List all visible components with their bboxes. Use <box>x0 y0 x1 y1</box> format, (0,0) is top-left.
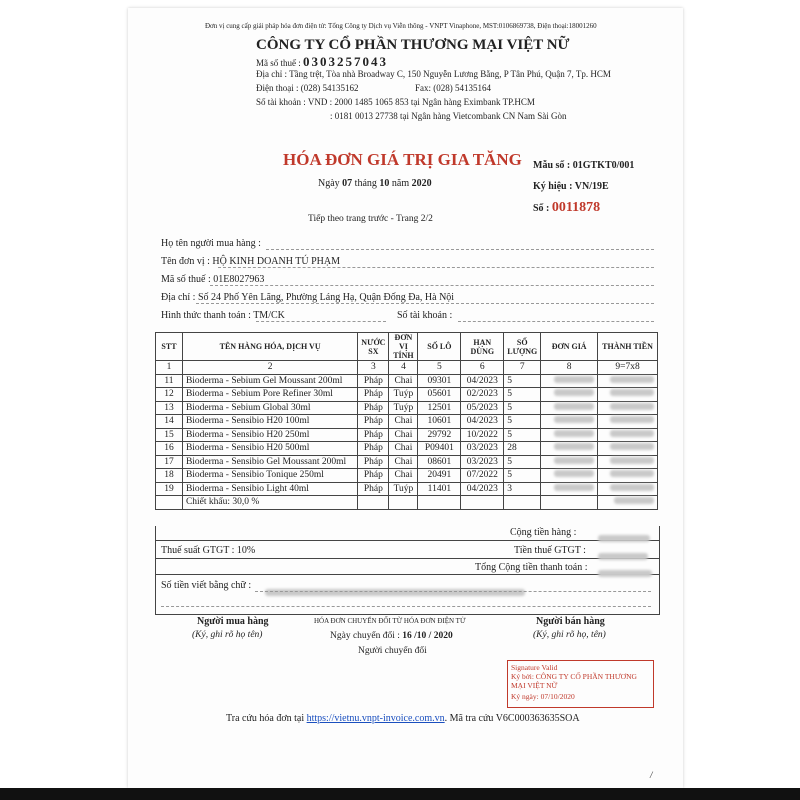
converter-label: Người chuyển đổi <box>358 646 427 656</box>
converted-title: HÓA ĐƠN CHUYỂN ĐỔI TỪ HÓA ĐƠN ĐIỆN TỬ <box>314 617 466 625</box>
cell-name: Bioderma - Sensibio Tonique 250ml <box>182 469 357 483</box>
buyer-sign-title: Người mua hàng <box>197 616 269 627</box>
cell-price-blurred <box>541 455 598 469</box>
buyer-account-label: Số tài khoản : <box>397 310 453 321</box>
cell-price-blurred <box>541 428 598 442</box>
buyer-unit-label: Tên đơn vị : <box>161 256 210 267</box>
seller-account-2: : 0181 0013 27738 tại Ngân hàng Vietcombank CN Nam Sài Gòn <box>330 111 567 121</box>
table-row <box>156 374 658 388</box>
cell-lot: 05601 <box>418 388 461 402</box>
cell-expiry: 10/2022 <box>461 428 504 442</box>
cell-expiry: 04/2023 <box>461 415 504 429</box>
converted-date-row <box>330 631 453 641</box>
invoice-number-row <box>533 200 600 216</box>
header-country: NƯỚC SX <box>358 333 389 361</box>
vat-amount-blur <box>598 547 648 565</box>
provider-note: Đơn vị cung cấp giải pháp hóa đơn điện tử: Tổng Công ty Dịch vụ Viễn thông - VNPT Vinaphone, MST:0106869738, Điện thoại:18001260 <box>205 22 597 30</box>
date-month: 10 <box>379 178 390 189</box>
continuation-note: Tiếp theo trang trước - Trang 2/2 <box>308 214 433 224</box>
cell-unit: Chai <box>389 455 418 469</box>
in-words-line-1 <box>255 591 651 592</box>
cell-price-blurred <box>541 482 598 496</box>
cell-stt: 13 <box>156 401 183 415</box>
cell-unit: Chai <box>389 428 418 442</box>
invoice-number-label: Số : <box>533 203 550 214</box>
cell-lot: 09301 <box>418 374 461 388</box>
colnum: 2 <box>182 361 357 375</box>
cell-lot: 10601 <box>418 415 461 429</box>
cell-qty: 5 <box>504 428 541 442</box>
cell-lot: 20491 <box>418 469 461 483</box>
colnum: 6 <box>461 361 504 375</box>
cell-amount-blurred <box>598 388 658 402</box>
header-name: TÊN HÀNG HÓA, DỊCH VỤ <box>182 333 357 361</box>
cell-country: Pháp <box>358 415 389 429</box>
cell-stt: 17 <box>156 455 183 469</box>
in-words-blur <box>265 583 525 601</box>
cell-expiry: 03/2023 <box>461 455 504 469</box>
buyer-address-label: Địa chỉ : <box>161 292 196 303</box>
buyer-tax-line <box>210 285 654 286</box>
cell-name: Bioderma - Sensibio Gel Moussant 200ml <box>182 455 357 469</box>
header-unit: ĐƠN VỊ TÍNH <box>389 333 418 361</box>
cell-country: Pháp <box>358 374 389 388</box>
cell-expiry: 07/2022 <box>461 469 504 483</box>
cell-expiry: 04/2023 <box>461 374 504 388</box>
header-expiry: HẠN DÙNG <box>461 333 504 361</box>
colnum: 7 <box>504 361 541 375</box>
colnum: 3 <box>358 361 389 375</box>
cell-price-blurred <box>541 388 598 402</box>
cell-stt: 14 <box>156 415 183 429</box>
cell-amount-blurred <box>598 428 658 442</box>
payment-row <box>161 310 285 321</box>
cell-unit: Tuýp <box>389 401 418 415</box>
cell-country: Pháp <box>358 388 389 402</box>
cell-stt: 19 <box>156 482 183 496</box>
table-row <box>156 388 658 402</box>
buyer-address-row <box>161 292 454 303</box>
cell-country: Pháp <box>358 428 389 442</box>
cell-qty: 5 <box>504 469 541 483</box>
cell-country: Pháp <box>358 442 389 456</box>
table-row <box>156 455 658 469</box>
buyer-tax-value: 01E8027963 <box>213 274 265 285</box>
seller-phone: Điện thoại : (028) 54135162 <box>256 83 359 93</box>
header-qty: SỐ LƯỢNG <box>504 333 541 361</box>
cell-name: Bioderma - Sebium Pore Refiner 30ml <box>182 388 357 402</box>
items-table <box>155 332 658 510</box>
cell-amount-blurred <box>598 442 658 456</box>
seller-account-1: Số tài khoản : VND : 2000 1485 1065 853 tại Ngân hàng Eximbank TP.HCM <box>256 97 535 107</box>
cell-country: Pháp <box>358 455 389 469</box>
invoice-symbol: Ký hiệu : VN/19E <box>533 181 609 192</box>
cell-price-blurred <box>541 469 598 483</box>
cell-lot: P09401 <box>418 442 461 456</box>
cell-unit: Chai <box>389 415 418 429</box>
cell-country: Pháp <box>358 482 389 496</box>
form-number: Mẫu số : 01GTKT0/001 <box>533 160 635 171</box>
cell-expiry: 05/2023 <box>461 401 504 415</box>
seller-fax: Fax: (028) 54135164 <box>415 83 491 93</box>
colnum: 9=7x8 <box>598 361 658 375</box>
vat-rate-label: Thuế suất GTGT : <box>161 545 235 556</box>
cell-stt: 18 <box>156 469 183 483</box>
signature-signed-by: Ký bởi: CÔNG TY CỔ PHẦN THƯƠNG MẠI VIỆT NỮ <box>511 672 637 690</box>
date-prefix: Ngày <box>318 178 340 189</box>
subtotal-value-blur <box>598 529 653 547</box>
seller-sign-title: Người bán hàng <box>536 616 605 627</box>
cell-amount-blurred <box>598 374 658 388</box>
cell-name: Bioderma - Sebium Global 30ml <box>182 401 357 415</box>
invoice-number: 0011878 <box>551 200 601 215</box>
cell-qty: 5 <box>504 374 541 388</box>
vat-rate-row <box>161 545 255 556</box>
seller-address: Địa chỉ : Tầng trệt, Tòa nhà Broadway C, 150 Nguyễn Lương Bằng, P Tân Phú, Quận 7, Tp. HCM <box>256 69 611 79</box>
date-year-label: năm <box>391 178 410 189</box>
colnum: 5 <box>418 361 461 375</box>
cell-name: Bioderma - Sensibio H20 250ml <box>182 428 357 442</box>
subtotal-label: Cộng tiền hàng : <box>510 527 577 538</box>
cell-lot: 08601 <box>418 455 461 469</box>
cell-unit: Tuýp <box>389 482 418 496</box>
cell-unit: Chai <box>389 469 418 483</box>
seller-tax-code: 0303257043 <box>303 54 388 69</box>
header-price: ĐƠN GIÁ <box>541 333 598 361</box>
discount-amount-blurred <box>598 496 658 510</box>
date-year: 2020 <box>411 178 432 189</box>
cell-qty: 5 <box>504 455 541 469</box>
cell-name: Bioderma - Sensibio H20 500ml <box>182 442 357 456</box>
cell-amount-blurred <box>598 482 658 496</box>
cell-country: Pháp <box>358 469 389 483</box>
lookup-row <box>226 713 580 724</box>
cell-price-blurred <box>541 374 598 388</box>
cell-name: Bioderma - Sensibio Light 40ml <box>182 482 357 496</box>
buyer-address-value: Số 24 Phố Yên Lãng, Phường Láng Hạ, Quận Đống Đa, Hà Nội <box>197 292 455 303</box>
cell-stt: 16 <box>156 442 183 456</box>
cell-price-blurred <box>541 442 598 456</box>
buyer-account-line <box>458 321 654 322</box>
seller-name: CÔNG TY CỔ PHẦN THƯƠNG MẠI VIỆT NỮ <box>256 37 570 53</box>
vat-rate-value: 10% <box>236 545 256 556</box>
cell-name: Bioderma - Sebium Gel Moussant 200ml <box>182 374 357 388</box>
invoice-date <box>318 178 432 189</box>
buyer-tax-label: Mã số thuế : <box>161 274 211 285</box>
cell-qty: 5 <box>504 415 541 429</box>
table-row <box>156 469 658 483</box>
lookup-link[interactable]: https://vietnu.vnpt-invoice.com.vn <box>306 713 445 724</box>
cell-name: Bioderma - Sensibio H20 100ml <box>182 415 357 429</box>
cell-amount-blurred <box>598 415 658 429</box>
vat-amount-label: Tiền thuế GTGT : <box>514 545 586 556</box>
colnum: 4 <box>389 361 418 375</box>
colnum: 8 <box>541 361 598 375</box>
cell-amount-blurred <box>598 469 658 483</box>
payment-line <box>256 321 386 322</box>
cell-qty: 3 <box>504 482 541 496</box>
buyer-tax-row <box>161 274 264 285</box>
header-stt: STT <box>156 333 183 361</box>
seller-tax-label: Mã số thuế : <box>256 58 301 68</box>
cell-expiry: 03/2023 <box>461 442 504 456</box>
cell-lot: 11401 <box>418 482 461 496</box>
buyer-name-label: Họ tên người mua hàng : <box>161 238 261 249</box>
table-row <box>156 482 658 496</box>
discount-row <box>156 496 658 510</box>
cell-stt: 15 <box>156 428 183 442</box>
invoice-title: HÓA ĐƠN GIÁ TRỊ GIA TĂNG <box>283 150 522 169</box>
header-lot: SỐ LÔ <box>418 333 461 361</box>
cell-price-blurred <box>541 415 598 429</box>
buyer-name-line <box>266 249 654 250</box>
table-row <box>156 401 658 415</box>
seller-tax-row <box>256 54 388 70</box>
page-mark: / <box>650 770 653 780</box>
table-header-row <box>156 333 658 361</box>
in-words-label: Số tiền viết bằng chữ : <box>161 580 252 591</box>
buyer-unit-line <box>218 267 654 268</box>
buyer-unit-row <box>161 256 340 267</box>
seller-sign-note: (Ký, ghi rõ họ, tên) <box>533 630 606 640</box>
cell-qty: 5 <box>504 388 541 402</box>
header-amount: THÀNH TIỀN <box>598 333 658 361</box>
signature-date: Ký ngày: 07/10/2020 <box>511 692 575 701</box>
cell-qty: 5 <box>504 401 541 415</box>
colnum: 1 <box>156 361 183 375</box>
buyer-unit-value: HỘ KINH DOANH TÚ PHẠM <box>212 256 340 267</box>
buyer-sign-note: (Ký, ghi rõ họ tên) <box>192 630 263 640</box>
cell-price-blurred <box>541 401 598 415</box>
cell-expiry: 02/2023 <box>461 388 504 402</box>
signature-valid-label: Signature Valid <box>511 663 558 672</box>
grand-total-label: Tổng Cộng tiền thanh toán : <box>475 562 588 573</box>
buyer-address-line <box>196 303 654 304</box>
cell-stt: 11 <box>156 374 183 388</box>
table-number-row <box>156 361 658 375</box>
cell-amount-blurred <box>598 455 658 469</box>
cell-unit: Tuýp <box>389 388 418 402</box>
table-row <box>156 442 658 456</box>
table-row <box>156 428 658 442</box>
payment-label: Hình thức thanh toán : <box>161 310 251 321</box>
date-day: 07 <box>342 178 353 189</box>
cell-lot: 29792 <box>418 428 461 442</box>
cell-unit: Chai <box>389 442 418 456</box>
discount-label: Chiết khấu: 30,0 % <box>182 496 357 510</box>
in-words-line-2 <box>161 606 651 607</box>
bottom-bar <box>0 788 800 800</box>
converted-date: 16 /10 / 2020 <box>402 631 453 641</box>
lookup-code: . Mã tra cứu V6C000363635SOA <box>444 713 580 724</box>
cell-country: Pháp <box>358 401 389 415</box>
cell-amount-blurred <box>598 401 658 415</box>
cell-lot: 12501 <box>418 401 461 415</box>
table-row <box>156 415 658 429</box>
cell-stt: 12 <box>156 388 183 402</box>
lookup-prefix: Tra cứu hóa đơn tại <box>226 713 305 724</box>
date-month-label: tháng <box>354 178 377 189</box>
cell-unit: Chai <box>389 374 418 388</box>
payment-value: TM/CK <box>253 310 285 321</box>
cell-qty: 28 <box>504 442 541 456</box>
converted-date-label: Ngày chuyển đổi : <box>330 631 400 641</box>
cell-expiry: 04/2023 <box>461 482 504 496</box>
